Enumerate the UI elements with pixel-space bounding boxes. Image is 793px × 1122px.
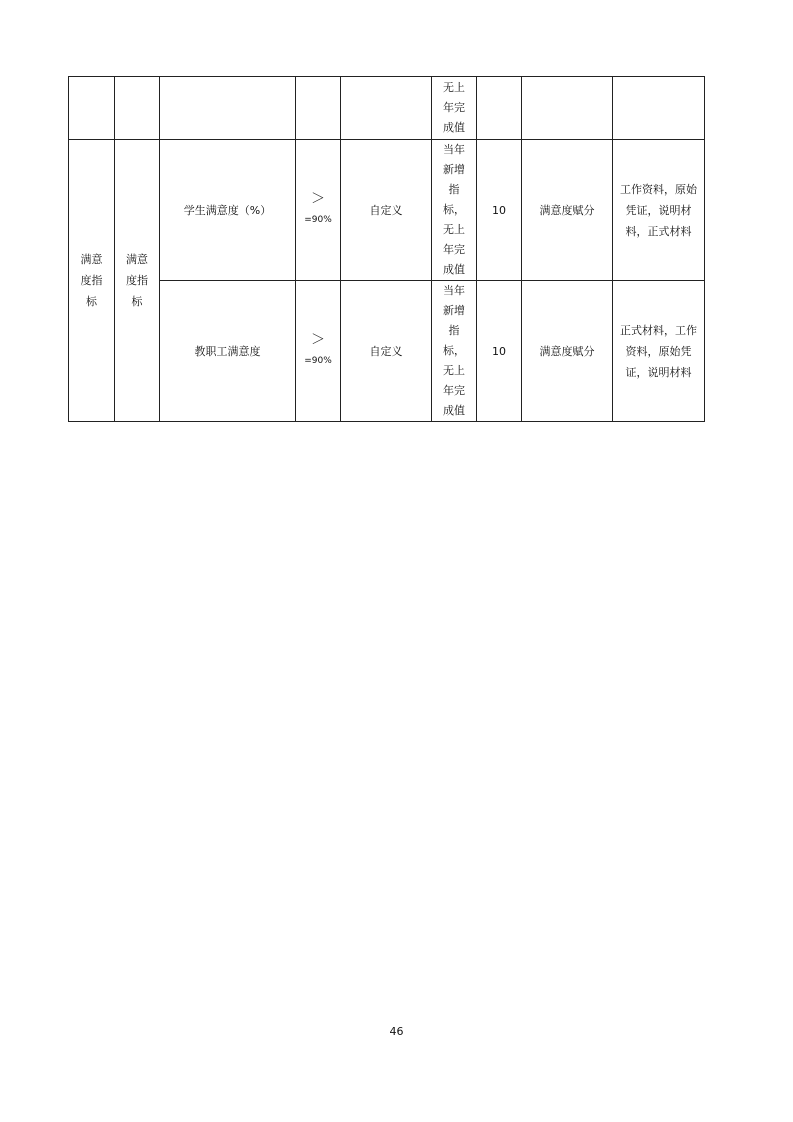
score-cell [477, 281, 522, 422]
target-cell [296, 281, 341, 422]
cell-empty [522, 77, 613, 140]
comparison-symbol: ＞ [311, 191, 325, 207]
category1-cell [69, 140, 115, 422]
evidence-text: 正式材料，工作资料，原始凭证，说明材料 [620, 323, 697, 379]
score-value: 10 [492, 203, 506, 217]
page-number: 46 [389, 1025, 404, 1038]
note-text: 无上年完成值 [443, 81, 465, 134]
table-row [69, 140, 705, 281]
category1-label: 满意度指标 [80, 253, 103, 308]
note-cell [432, 281, 477, 422]
performance-indicator-table [68, 76, 705, 422]
category2-cell [115, 140, 160, 422]
cell-empty [115, 77, 160, 140]
target-cell [296, 140, 341, 281]
target-value: =90% [304, 215, 332, 225]
comparison-symbol: ＞ [311, 332, 325, 348]
cell-empty [296, 77, 341, 140]
indicator-cell [160, 281, 296, 422]
type-text: 自定义 [369, 203, 403, 217]
cell-note [432, 77, 477, 140]
cell-empty [341, 77, 432, 140]
note-text: 当年新增指标，无上年完成值 [443, 143, 465, 276]
indicator-cell [160, 140, 296, 281]
score-cell [477, 140, 522, 281]
note-cell [432, 140, 477, 281]
indicator-name: 教职工满意度 [194, 344, 261, 358]
table-row [69, 281, 705, 422]
note-text: 当年新增指标，无上年完成值 [443, 284, 465, 417]
cell-empty [69, 77, 115, 140]
evidence-cell [613, 281, 705, 422]
cell-empty [613, 77, 705, 140]
evidence-cell [613, 140, 705, 281]
type-cell [341, 140, 432, 281]
method-text: 满意度赋分 [539, 344, 595, 358]
table-row-continued [69, 77, 705, 140]
score-value: 10 [492, 344, 506, 358]
method-cell [522, 140, 613, 281]
cell-empty [160, 77, 296, 140]
type-text: 自定义 [369, 344, 403, 358]
cell-empty [477, 77, 522, 140]
method-text: 满意度赋分 [539, 203, 595, 217]
target-value: =90% [304, 356, 332, 366]
type-cell [341, 281, 432, 422]
indicator-name: 学生满意度（%） [183, 203, 272, 217]
evidence-text: 工作资料，原始凭证，说明材料，正式材料 [620, 182, 697, 238]
method-cell [522, 281, 613, 422]
category2-label: 满意度指标 [125, 253, 148, 308]
